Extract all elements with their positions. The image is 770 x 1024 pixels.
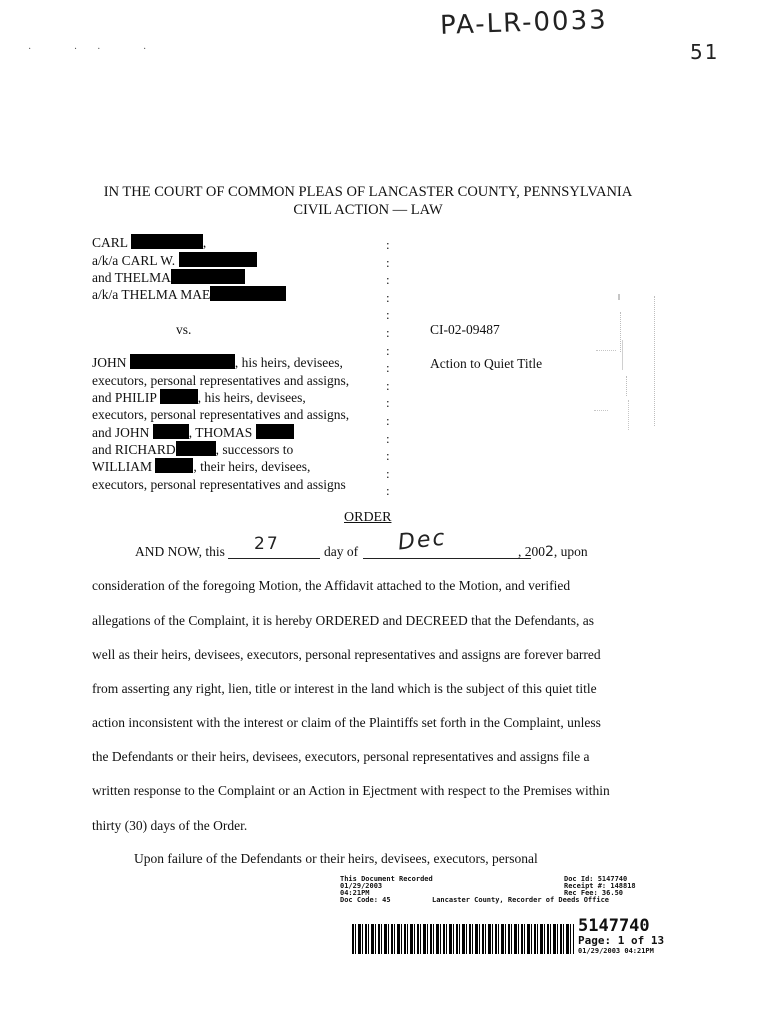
redaction-bar xyxy=(160,389,198,404)
handwritten-year: 2 xyxy=(545,544,554,560)
recording-stamp-left: This Document Recorded 01/29/2003 04:21PM Doc Code: 45 xyxy=(340,875,433,904)
redaction-bar xyxy=(176,441,216,456)
defendant-line-4: executors, personal representatives and assigns, xyxy=(92,407,350,422)
case-number: CI-02-09487 xyxy=(430,322,500,337)
defendant-line-5: and JOHN , THOMAS xyxy=(92,424,294,442)
caption-colon-column: : : : : : : : : : : : : : : : xyxy=(386,237,390,499)
redaction-bar xyxy=(131,234,203,249)
handwritten-corner-mark: 51 xyxy=(690,40,720,64)
year-label: , 2002, upon xyxy=(518,544,588,560)
redaction-bar xyxy=(171,269,245,284)
defendant-line-3: and PHILIP , his heirs, devisees, xyxy=(92,390,306,405)
order-body-line: written response to the Complaint or an Action in Ejectment with respect to the Premises within xyxy=(92,783,610,798)
redaction-bar xyxy=(155,458,193,473)
handwritten-month-signature: Dec xyxy=(396,525,448,556)
order-body-line: consideration of the foregoing Motion, the Affidavit attached to the Motion, and verified xyxy=(92,578,571,593)
plaintiff-line-4: a/k/a THELMA MAE xyxy=(92,286,286,304)
order-body-line: action inconsistent with the interest or claim of the Plaintiffs set forth in the Complaint, unless xyxy=(92,715,601,730)
order-body-line: from asserting any right, lien, title or interest in the land which is the subject of this quiet title xyxy=(92,681,597,696)
handwritten-document-number: PA-LR-0033 xyxy=(439,5,609,41)
order-title: ORDER xyxy=(344,510,392,525)
plaintiff-line-3: and THELMA xyxy=(92,269,245,287)
and-now-line: AND NOW, this xyxy=(135,544,225,559)
redaction-bar xyxy=(179,252,257,267)
order-body-line: allegations of the Complaint, it is hereby ORDERED and DECREED that the Defendants, as xyxy=(92,613,595,628)
day-of-label: day of xyxy=(324,544,359,559)
defendant-line-6: and RICHARD , successors to xyxy=(92,442,294,457)
redaction-bar xyxy=(153,424,189,439)
recording-datetime: 01/29/2003 04:21PM xyxy=(578,947,654,955)
defendant-line-1: JOHN , his heirs, devisees, xyxy=(92,355,343,370)
document-number-large: 5147740 xyxy=(578,916,650,936)
order-body-line: well as their heirs, devisees, executors, personal representatives and assigns are forever barred xyxy=(92,647,601,662)
page-count: Page: 1 of 13 xyxy=(578,934,665,947)
plaintiff-line-1: CARL , xyxy=(92,235,207,250)
court-heading: IN THE COURT OF COMMON PLEAS OF LANCASTER COUNTY, PENNSYLVANIA xyxy=(103,184,633,200)
scan-speck-dots: · ·· · xyxy=(28,44,167,55)
recording-stamp-right: Doc Id: 5147740 Receipt #: 148818 Rec Fee: 36.50 xyxy=(564,875,636,897)
day-blank xyxy=(228,558,320,559)
handwritten-day: 27 xyxy=(254,534,280,554)
defendant-line-2: executors, personal representatives and assigns, xyxy=(92,373,350,388)
redaction-bar xyxy=(210,286,286,301)
defendant-line-8: executors, personal representatives and assigns xyxy=(92,477,346,492)
recording-stamp-county: Lancaster County, Recorder of Deeds Office xyxy=(432,896,610,904)
redaction-bar xyxy=(130,354,235,369)
redaction-bar xyxy=(256,424,294,439)
order-body-line: thirty (30) days of the Order. xyxy=(92,818,248,833)
barcode xyxy=(352,924,574,954)
action-type: Action to Quiet Title xyxy=(430,356,543,371)
faint-filing-stamp xyxy=(590,290,670,440)
order-body-line: the Defendants or their heirs, devisees, executors, personal representatives and assigns file a xyxy=(92,749,590,764)
court-subheading: CIVIL ACTION — LAW xyxy=(293,202,443,218)
order-last-line: Upon failure of the Defendants or their heirs, devisees, executors, personal xyxy=(134,851,538,866)
plaintiff-line-2: a/k/a CARL W. xyxy=(92,252,257,270)
defendant-line-7: WILLIAM , their heirs, devisees, xyxy=(92,459,311,474)
versus-label: vs. xyxy=(176,322,192,337)
month-blank xyxy=(363,558,531,559)
